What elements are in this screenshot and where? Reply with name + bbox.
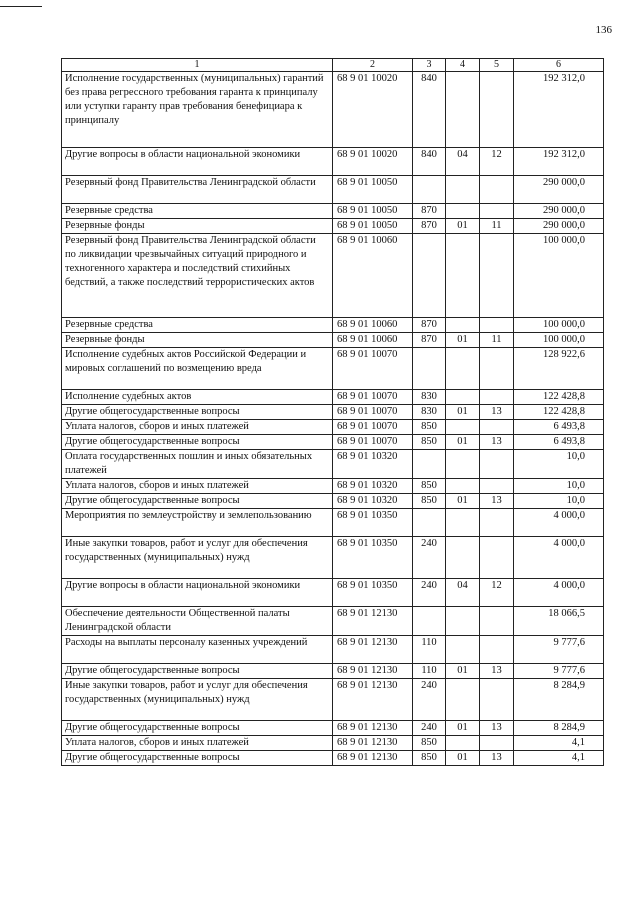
expense-type-cell: 850 <box>413 479 446 494</box>
table-row <box>62 736 604 751</box>
amount-cell: 122 428,8 <box>514 390 604 405</box>
amount-cell: 4 000,0 <box>514 509 604 537</box>
expense-name-cell: Другие общегосударственные вопросы <box>62 721 333 736</box>
section-cell: 01 <box>446 664 480 679</box>
target-code-cell: 68 9 01 10020 <box>333 72 413 148</box>
expense-type-cell: 110 <box>413 636 446 664</box>
expense-type-cell: 850 <box>413 420 446 435</box>
amount-cell: 100 000,0 <box>514 318 604 333</box>
expense-name-cell: Исполнение судебных актов Российской Федерации и мировых соглашений по возмещению вреда <box>62 348 333 390</box>
target-code-cell: 68 9 01 10070 <box>333 420 413 435</box>
expense-name-cell: Резервные средства <box>62 204 333 219</box>
table-row <box>62 148 604 176</box>
expense-name-cell: Другие общегосударственные вопросы <box>62 435 333 450</box>
section-cell <box>446 679 480 721</box>
column-number-row <box>62 59 604 72</box>
section-cell <box>446 736 480 751</box>
section-cell <box>446 72 480 148</box>
section-cell <box>446 420 480 435</box>
subsection-cell: 12 <box>480 148 514 176</box>
expense-name-cell: Другие вопросы в области национальной экономики <box>62 579 333 607</box>
subsection-cell: 13 <box>480 405 514 420</box>
table-row <box>62 390 604 405</box>
expense-type-cell: 240 <box>413 679 446 721</box>
table-row <box>62 333 604 348</box>
subsection-cell <box>480 509 514 537</box>
expense-type-cell: 870 <box>413 204 446 219</box>
target-code-cell: 68 9 01 12130 <box>333 751 413 766</box>
amount-cell: 18 066,5 <box>514 607 604 636</box>
subsection-cell <box>480 318 514 333</box>
section-cell: 01 <box>446 435 480 450</box>
expense-type-cell: 850 <box>413 736 446 751</box>
target-code-cell: 68 9 01 10320 <box>333 479 413 494</box>
section-cell <box>446 607 480 636</box>
budget-table-body <box>62 59 604 766</box>
expense-type-cell: 830 <box>413 405 446 420</box>
table-row <box>62 664 604 679</box>
expense-name-cell: Иные закупки товаров, работ и услуг для обеспечения государственных (муниципальных) нужд <box>62 537 333 579</box>
section-cell <box>446 348 480 390</box>
target-code-cell: 68 9 01 10050 <box>333 204 413 219</box>
section-cell <box>446 176 480 204</box>
column-number: 4 <box>446 59 480 72</box>
expense-name-cell: Другие общегосударственные вопросы <box>62 494 333 509</box>
amount-cell: 6 493,8 <box>514 420 604 435</box>
budget-table <box>61 58 604 766</box>
amount-cell: 8 284,9 <box>514 721 604 736</box>
expense-type-cell: 850 <box>413 494 446 509</box>
target-code-cell: 68 9 01 12130 <box>333 721 413 736</box>
table-row <box>62 579 604 607</box>
expense-name-cell: Другие вопросы в области национальной экономики <box>62 148 333 176</box>
section-cell <box>446 234 480 318</box>
section-cell <box>446 537 480 579</box>
subsection-cell <box>480 537 514 579</box>
amount-cell: 4,1 <box>514 751 604 766</box>
table-row <box>62 721 604 736</box>
subsection-cell <box>480 607 514 636</box>
section-cell <box>446 390 480 405</box>
expense-type-cell: 240 <box>413 579 446 607</box>
amount-cell: 122 428,8 <box>514 405 604 420</box>
expense-name-cell: Резервные средства <box>62 318 333 333</box>
section-cell: 01 <box>446 219 480 234</box>
corner-mark <box>0 6 42 7</box>
table-row <box>62 537 604 579</box>
table-row <box>62 405 604 420</box>
section-cell: 01 <box>446 333 480 348</box>
column-number: 1 <box>62 59 333 72</box>
amount-cell: 192 312,0 <box>514 148 604 176</box>
amount-cell: 290 000,0 <box>514 176 604 204</box>
amount-cell: 192 312,0 <box>514 72 604 148</box>
amount-cell: 8 284,9 <box>514 679 604 721</box>
expense-type-cell: 830 <box>413 390 446 405</box>
subsection-cell: 13 <box>480 494 514 509</box>
section-cell: 01 <box>446 721 480 736</box>
subsection-cell <box>480 420 514 435</box>
subsection-cell <box>480 450 514 479</box>
target-code-cell: 68 9 01 12130 <box>333 664 413 679</box>
amount-cell: 4,1 <box>514 736 604 751</box>
section-cell: 01 <box>446 494 480 509</box>
table-row <box>62 435 604 450</box>
amount-cell: 4 000,0 <box>514 537 604 579</box>
column-number: 3 <box>413 59 446 72</box>
subsection-cell: 13 <box>480 721 514 736</box>
expense-type-cell: 870 <box>413 219 446 234</box>
subsection-cell <box>480 736 514 751</box>
target-code-cell: 68 9 01 10060 <box>333 318 413 333</box>
expense-type-cell: 240 <box>413 537 446 579</box>
target-code-cell: 68 9 01 12130 <box>333 736 413 751</box>
amount-cell: 4 000,0 <box>514 579 604 607</box>
expense-name-cell: Исполнение судебных актов <box>62 390 333 405</box>
table-row <box>62 72 604 148</box>
subsection-cell <box>480 636 514 664</box>
expense-name-cell: Уплата налогов, сборов и иных платежей <box>62 420 333 435</box>
expense-type-cell <box>413 234 446 318</box>
target-code-cell: 68 9 01 10020 <box>333 148 413 176</box>
subsection-cell <box>480 348 514 390</box>
table-row <box>62 176 604 204</box>
expense-name-cell: Расходы на выплаты персоналу казенных учреждений <box>62 636 333 664</box>
subsection-cell: 13 <box>480 435 514 450</box>
amount-cell: 6 493,8 <box>514 435 604 450</box>
expense-type-cell: 870 <box>413 318 446 333</box>
expense-name-cell: Резервные фонды <box>62 333 333 348</box>
target-code-cell: 68 9 01 10070 <box>333 405 413 420</box>
subsection-cell <box>480 176 514 204</box>
section-cell <box>446 450 480 479</box>
column-number: 5 <box>480 59 514 72</box>
amount-cell: 290 000,0 <box>514 219 604 234</box>
page-number: 136 <box>595 24 612 36</box>
expense-type-cell <box>413 607 446 636</box>
amount-cell: 290 000,0 <box>514 204 604 219</box>
table-row <box>62 348 604 390</box>
target-code-cell: 68 9 01 10350 <box>333 579 413 607</box>
subsection-cell <box>480 479 514 494</box>
subsection-cell <box>480 679 514 721</box>
amount-cell: 9 777,6 <box>514 664 604 679</box>
section-cell: 04 <box>446 579 480 607</box>
subsection-cell <box>480 234 514 318</box>
amount-cell: 128 922,6 <box>514 348 604 390</box>
expense-name-cell: Уплата налогов, сборов и иных платежей <box>62 736 333 751</box>
expense-type-cell: 870 <box>413 333 446 348</box>
amount-cell: 10,0 <box>514 450 604 479</box>
expense-type-cell: 840 <box>413 72 446 148</box>
section-cell <box>446 636 480 664</box>
table-row <box>62 607 604 636</box>
target-code-cell: 68 9 01 10070 <box>333 348 413 390</box>
expense-name-cell: Резервный фонд Правительства Ленинградской области <box>62 176 333 204</box>
expense-type-cell <box>413 450 446 479</box>
expense-type-cell: 850 <box>413 751 446 766</box>
target-code-cell: 68 9 01 10060 <box>333 333 413 348</box>
table-row <box>62 509 604 537</box>
target-code-cell: 68 9 01 10070 <box>333 435 413 450</box>
expense-type-cell <box>413 348 446 390</box>
table-row <box>62 318 604 333</box>
expense-name-cell: Иные закупки товаров, работ и услуг для обеспечения государственных (муниципальных) нужд <box>62 679 333 721</box>
expense-type-cell: 240 <box>413 721 446 736</box>
subsection-cell <box>480 204 514 219</box>
amount-cell: 10,0 <box>514 494 604 509</box>
target-code-cell: 68 9 01 10050 <box>333 219 413 234</box>
table-row <box>62 204 604 219</box>
table-row <box>62 420 604 435</box>
section-cell <box>446 204 480 219</box>
target-code-cell: 68 9 01 10070 <box>333 390 413 405</box>
target-code-cell: 68 9 01 12130 <box>333 679 413 721</box>
subsection-cell: 13 <box>480 664 514 679</box>
table-row <box>62 450 604 479</box>
subsection-cell: 11 <box>480 333 514 348</box>
expense-name-cell: Мероприятия по землеустройству и землепользованию <box>62 509 333 537</box>
table-row <box>62 679 604 721</box>
expense-name-cell: Исполнение государственных (муниципальных) гарантий без права регрессного требования гаранта к принципалу или уступки гаранту прав требования бенефициара к принципалу <box>62 72 333 148</box>
expense-type-cell <box>413 176 446 204</box>
table-row <box>62 234 604 318</box>
expense-name-cell: Другие общегосударственные вопросы <box>62 405 333 420</box>
table-row <box>62 636 604 664</box>
expense-name-cell: Уплата налогов, сборов и иных платежей <box>62 479 333 494</box>
table-row <box>62 479 604 494</box>
table-row <box>62 219 604 234</box>
expense-name-cell: Резервные фонды <box>62 219 333 234</box>
column-number: 6 <box>514 59 604 72</box>
expense-type-cell <box>413 509 446 537</box>
section-cell <box>446 318 480 333</box>
section-cell: 01 <box>446 405 480 420</box>
expense-name-cell: Другие общегосударственные вопросы <box>62 751 333 766</box>
target-code-cell: 68 9 01 10050 <box>333 176 413 204</box>
table-row <box>62 494 604 509</box>
subsection-cell: 12 <box>480 579 514 607</box>
subsection-cell <box>480 72 514 148</box>
expense-type-cell: 110 <box>413 664 446 679</box>
amount-cell: 10,0 <box>514 479 604 494</box>
subsection-cell <box>480 390 514 405</box>
section-cell: 01 <box>446 751 480 766</box>
table-row <box>62 751 604 766</box>
amount-cell: 9 777,6 <box>514 636 604 664</box>
subsection-cell: 11 <box>480 219 514 234</box>
target-code-cell: 68 9 01 12130 <box>333 636 413 664</box>
expense-type-cell: 840 <box>413 148 446 176</box>
section-cell: 04 <box>446 148 480 176</box>
expense-type-cell: 850 <box>413 435 446 450</box>
expense-name-cell: Резервный фонд Правительства Ленинградской области по ликвидации чрезвычайных ситуаций природного и техногенного характера и последствий стихийных бедствий, а также последствий террористических актов <box>62 234 333 318</box>
target-code-cell: 68 9 01 12130 <box>333 607 413 636</box>
target-code-cell: 68 9 01 10320 <box>333 450 413 479</box>
subsection-cell: 13 <box>480 751 514 766</box>
expense-name-cell: Оплата государственных пошлин и иных обязательных платежей <box>62 450 333 479</box>
target-code-cell: 68 9 01 10350 <box>333 537 413 579</box>
expense-name-cell: Другие общегосударственные вопросы <box>62 664 333 679</box>
target-code-cell: 68 9 01 10320 <box>333 494 413 509</box>
section-cell <box>446 479 480 494</box>
column-number: 2 <box>333 59 413 72</box>
amount-cell: 100 000,0 <box>514 333 604 348</box>
amount-cell: 100 000,0 <box>514 234 604 318</box>
section-cell <box>446 509 480 537</box>
target-code-cell: 68 9 01 10060 <box>333 234 413 318</box>
expense-name-cell: Обеспечение деятельности Общественной палаты Ленинградской области <box>62 607 333 636</box>
target-code-cell: 68 9 01 10350 <box>333 509 413 537</box>
